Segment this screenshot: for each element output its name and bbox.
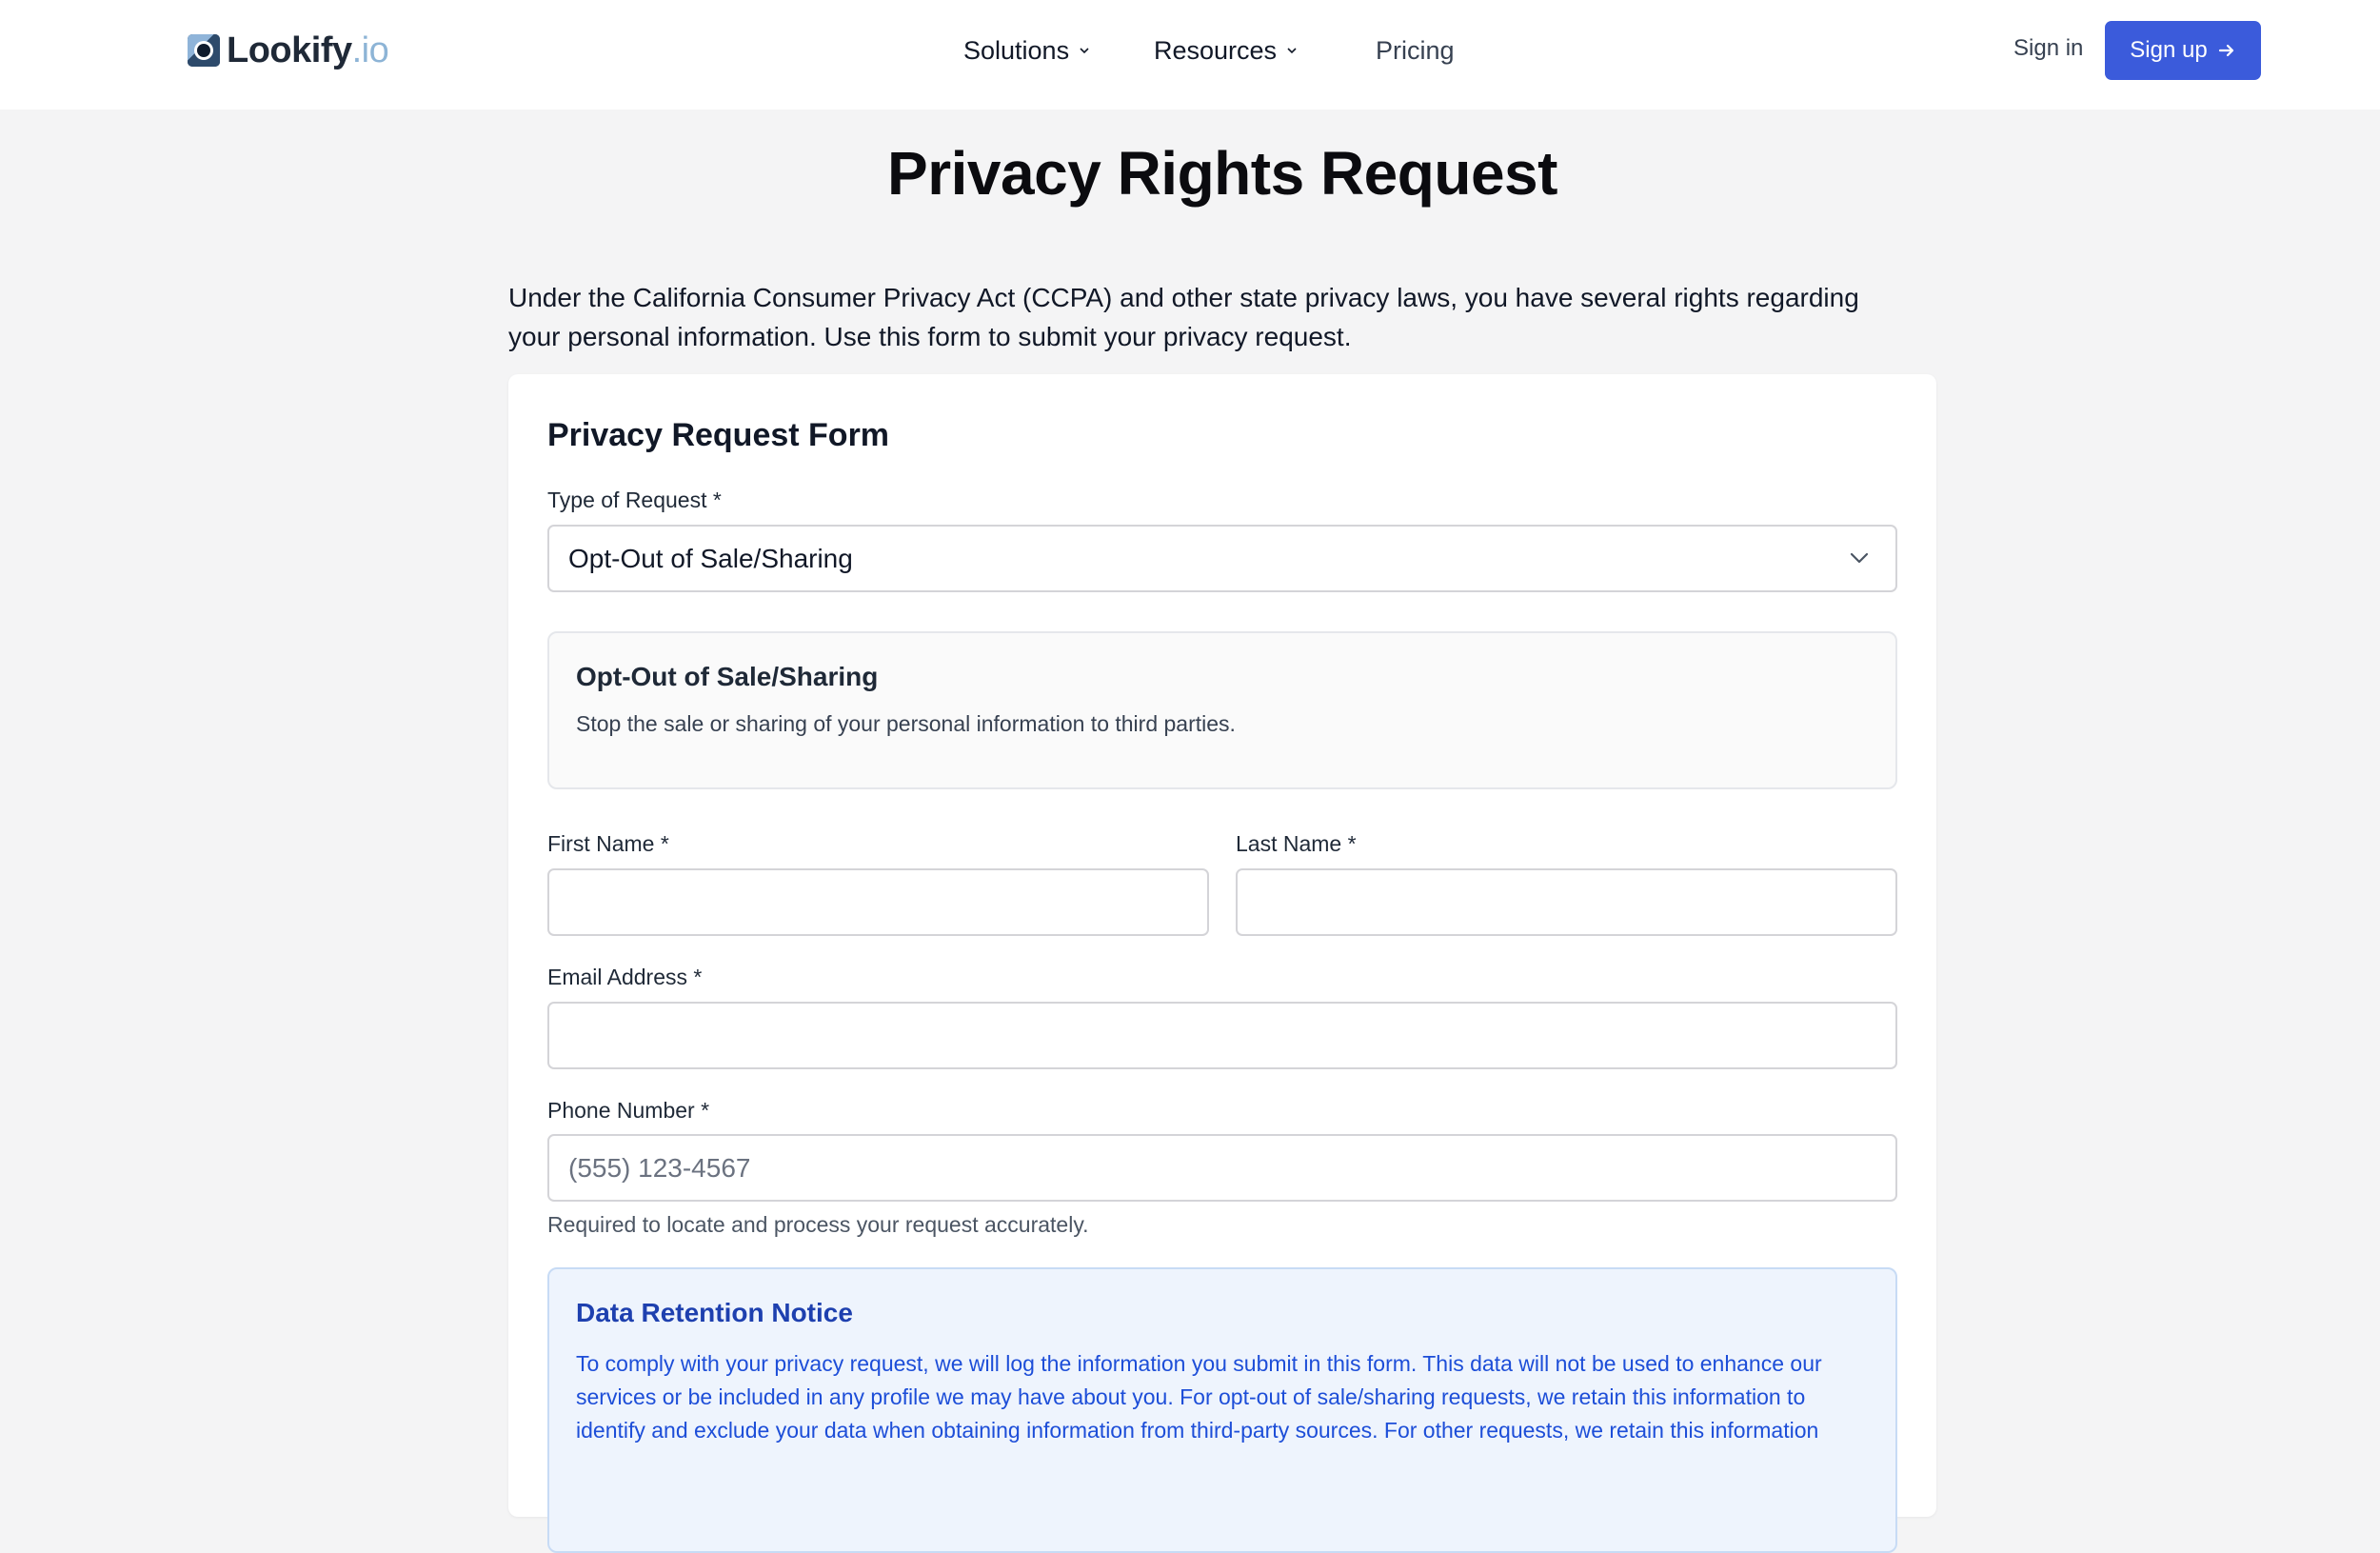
page-title: Privacy Rights Request [887, 139, 1557, 208]
chevron-down-icon [1079, 45, 1090, 56]
intro-paragraph: Under the California Consumer Privacy Act (CCPA) and other state privacy laws, you have several rights regarding your personal information. Use this form to submit your privacy request. [508, 283, 1859, 351]
phone-helper-text: Required to locate and process your request accurately. [547, 1212, 1089, 1237]
phone-label: Phone Number * [547, 1098, 710, 1123]
request-type-select[interactable] [547, 525, 1897, 592]
logo-mark-icon [188, 34, 220, 67]
nav-resources[interactable] [1154, 31, 1298, 70]
last-name-label: Last Name * [1236, 831, 1357, 856]
top-nav-bar [0, 0, 2380, 110]
sign-up-button[interactable] [2105, 21, 2261, 80]
phone-input[interactable] [547, 1134, 1897, 1202]
nav-resources-label: Resources [1154, 35, 1278, 65]
notice-text: To comply with your privacy request, we will log the information you submit in this form. This data will not be used to enhance our services or be included in any profile we may have about you. For opt-out of sale/sharing requests, we retain this information to identify and exclude your data when obtaining information from third-party sources. For other requests, we retain this information [576, 1351, 1822, 1443]
nav-pricing-label: Pricing [1376, 35, 1455, 65]
email-input[interactable] [547, 1002, 1897, 1069]
first-name-input[interactable] [547, 868, 1209, 936]
logo[interactable] [188, 29, 388, 72]
nav-pricing[interactable] [1376, 31, 1455, 70]
email-label: Email Address * [547, 965, 703, 989]
privacy-request-form [508, 374, 1936, 1517]
chevron-down-icon [1286, 45, 1298, 56]
logo-text: Lookify.io [227, 30, 389, 70]
form-title: Privacy Request Form [547, 417, 890, 453]
chevron-down-icon [1850, 551, 1869, 565]
arrow-right-icon [2217, 41, 2236, 60]
last-name-input[interactable] [1236, 868, 1897, 936]
info-box-title: Opt-Out of Sale/Sharing [576, 662, 879, 691]
nav-solutions[interactable] [963, 31, 1090, 70]
phone-placeholder: (555) 123-4567 [568, 1152, 751, 1183]
nav-solutions-label: Solutions [963, 35, 1070, 65]
sign-up-label: Sign up [2130, 37, 2208, 63]
first-name-label: First Name * [547, 831, 669, 856]
sign-in-link[interactable]: Sign in [2013, 35, 2084, 61]
notice-title: Data Retention Notice [576, 1298, 853, 1327]
request-type-info-box [547, 631, 1897, 789]
info-box-text: Stop the sale or sharing of your personal information to third parties. [576, 711, 1236, 736]
request-type-value: Opt-Out of Sale/Sharing [568, 543, 853, 573]
data-retention-notice [547, 1267, 1897, 1553]
request-type-label: Type of Request * [547, 488, 722, 512]
